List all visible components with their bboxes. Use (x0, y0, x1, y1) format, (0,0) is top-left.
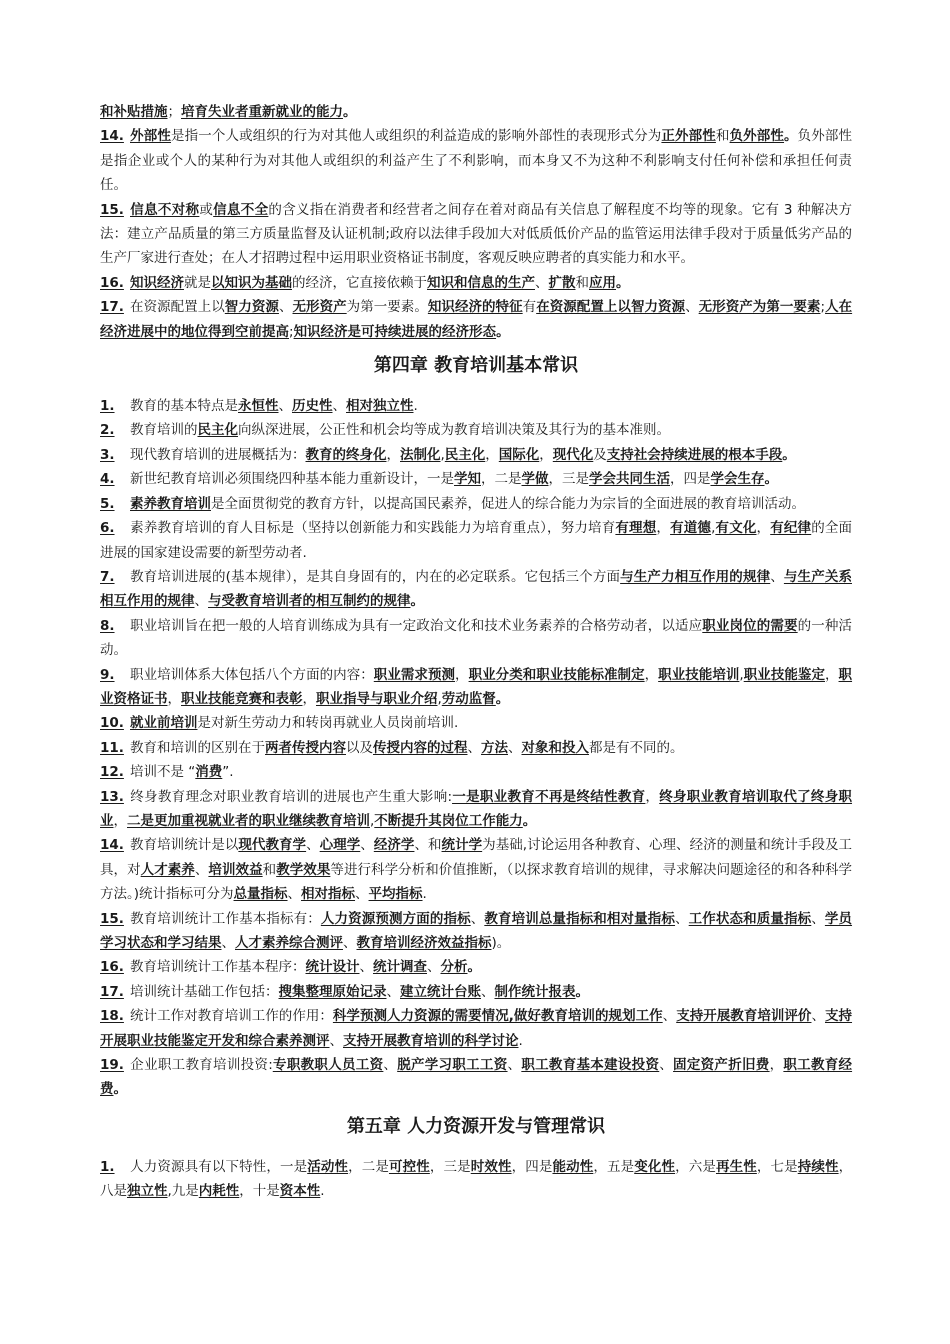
body-text: ，二是 (348, 1158, 389, 1175)
chapter-5-items (100, 1155, 852, 1204)
item-number: 17. (100, 983, 124, 1000)
body-text: 培训不是 “ (130, 764, 196, 781)
chapter-4-item (100, 711, 852, 735)
key-term: 教育培训经济效益指标 (356, 935, 492, 951)
body-text: ，二是 (481, 471, 522, 488)
body-text: 、 (383, 1057, 398, 1074)
key-term: 统计学 (441, 837, 483, 854)
key-term: 能动性 (552, 1158, 594, 1175)
item-number: 16. (100, 274, 124, 291)
key-term: 再生性 (715, 1158, 757, 1175)
body-text: 和 (715, 128, 730, 145)
key-term: 终身职业教育培训取代了终身职业 (100, 788, 853, 829)
body-text: . (518, 1032, 523, 1049)
chapter-3-item (100, 271, 852, 295)
body-text: 负外部性是指企业或个人的某种行为对其他人或组织的利益产生了不利影响，而本身又不为这种不利影响支付任何补偿和承担任何责任。 (100, 128, 853, 194)
key-term: 职业需求预测 (373, 666, 456, 683)
item-number: 8. (100, 617, 115, 634)
body-text: 新世纪教育培训必须围绕四种基本能力重新设计，一是 (130, 471, 454, 488)
body-text: 、 (685, 299, 699, 316)
key-term: 建立统计台账 (400, 983, 481, 1000)
body-text: 教育培训统计是以 (130, 837, 239, 854)
body-text: 、 (811, 1008, 825, 1025)
item-number: 1. (100, 398, 115, 415)
body-text: ，四是 (670, 471, 711, 488)
punctuation: 。 (784, 128, 798, 145)
key-term: 职业分类和职业技能标准制定 (468, 666, 645, 683)
chapter-4-item (100, 394, 852, 418)
body-text: ， (756, 520, 771, 537)
key-term: 支持开展教育培训的科学讨论 (343, 1032, 519, 1049)
key-term: 学会共同生活 (589, 471, 670, 488)
body-text: 和 (262, 861, 277, 878)
key-term: 对象和投入 (521, 739, 589, 756)
body-text: 教育和培训的区别在于 (130, 739, 265, 756)
body-text: . (413, 398, 418, 415)
key-term: 平均指标 (368, 886, 423, 903)
key-term: 以知识为基础 (211, 274, 292, 291)
key-term: 知识经济是可持续进展的经济形态 (293, 323, 497, 340)
key-term: 职业技能鉴定 (743, 666, 825, 683)
body-text: 有 (522, 299, 537, 316)
key-term: 劳动监督 (441, 690, 496, 707)
chapter-4-item (100, 1053, 852, 1102)
body-text: 是对新生劳动力和转岗再就业人员岗前培训. (197, 715, 459, 732)
body-text: 素养教育培训的育人目标是（坚持以创新能力和实践能力为培育重点），努力培育 (130, 520, 616, 537)
chapter-3-item (100, 295, 852, 344)
punctuation: 。 (113, 1081, 127, 1098)
chapter-5-title: 第五章 人力资源开发与管理常识 (346, 1115, 606, 1137)
body-text: ，四是 (511, 1158, 553, 1175)
key-term: 智力资源 (224, 299, 279, 316)
key-term: 应用 (589, 274, 616, 291)
item-number: 14. (100, 837, 124, 854)
key-term: 法制化 (400, 446, 441, 463)
key-term: 科学预测人力资源的需要情况,做好教育培训的规划工作 (332, 1008, 663, 1025)
body-text: 或 (199, 201, 214, 218)
key-term: 外部性 (130, 128, 171, 145)
key-term: 有道德 (670, 520, 712, 537)
chapter-4-item (100, 565, 852, 614)
key-term: 人才素养 (140, 861, 195, 878)
body-text: 终身教育理念对职业教育培训的进展也产生重大影响: (130, 788, 453, 805)
key-term: 有理想 (615, 520, 657, 537)
body-text: ，六是 (675, 1158, 716, 1175)
chapter-4-title: 第四章 教育培训基本常识 (373, 355, 579, 377)
body-text: ，七是 (756, 1158, 798, 1175)
body-text: ， (485, 446, 499, 463)
key-term: 支持开展教育培训评价 (676, 1008, 812, 1025)
body-text: 、 (306, 837, 320, 854)
body-text: 、 (194, 593, 208, 610)
chapter-4-item (100, 736, 852, 760)
key-term: 学知 (454, 471, 481, 488)
key-term: 和补贴措施 (100, 104, 168, 120)
body-text: ，八是 (100, 1158, 853, 1200)
key-term: 独立性 (127, 1183, 168, 1200)
key-term: 职工教育经费 (100, 1057, 853, 1098)
punctuation: 。 (343, 104, 357, 120)
continued-paragraph (100, 100, 852, 124)
key-term: 不断提升其岗位工作能力 (374, 812, 523, 829)
key-term: 负外部性 (729, 128, 785, 145)
key-term: 职工教育基本建设投资 (521, 1057, 660, 1074)
body-text: 为基础,讨论运用各种教育、心理、经济的测量和统计手段及工具，对 (100, 837, 853, 878)
body-text: 教育培训统计工作基本程序： (130, 959, 306, 976)
document-page (100, 100, 852, 1204)
item-number: 11. (100, 739, 124, 756)
key-term: 时效性 (470, 1158, 512, 1175)
body-text: 都是有不同的。 (589, 739, 684, 756)
key-term: 现代教育学 (238, 837, 307, 854)
punctuation: 。 (467, 959, 481, 976)
body-text: 、 (221, 935, 235, 951)
body-text: 、 (811, 910, 825, 927)
chapter-3-continuation (100, 100, 852, 344)
body-text: 和 (575, 274, 589, 291)
item-number: 7. (100, 568, 115, 585)
key-term: 职业技能竞赛和表彰 (181, 690, 303, 707)
body-text: 的全面进展的国家建设需要的新型劳动者. (100, 520, 853, 561)
body-text: 、 (287, 886, 302, 903)
body-text: , (440, 446, 445, 463)
chapter-4-item (100, 785, 852, 834)
key-term: 学会生存 (710, 471, 765, 488)
item-number: 18. (100, 1008, 124, 1025)
key-term: 资本性 (279, 1183, 321, 1200)
chapter-4-item (100, 955, 852, 979)
body-text: ,九是 (167, 1183, 199, 1200)
key-term: 民主化 (197, 422, 238, 439)
key-term: 教育的终身化 (305, 446, 387, 463)
chapter-4-item (100, 443, 852, 467)
body-text: ， (656, 520, 671, 537)
chapter-4-item (100, 663, 852, 712)
chapter-3-item (100, 198, 852, 271)
body-text: . (422, 886, 427, 903)
body-text: 人力资源具有以下特性，一是 (130, 1158, 308, 1175)
body-text: , (711, 520, 716, 537)
body-text: ， (825, 666, 839, 683)
body-text: 教育培训进展的(基本规律），是其自身固有的，内在的必定联系。它包括三个方面 (130, 568, 621, 585)
key-term: 教学效果 (276, 861, 331, 878)
body-text: . (320, 1183, 325, 1200)
body-text: 向纵深进展，公正性和机会均等成为教育培训决策及其行为的基本准则。 (238, 422, 670, 439)
chapter-4-item (100, 516, 852, 565)
key-term: 职业资格证书 (100, 666, 853, 707)
body-text: 、和 (414, 837, 442, 854)
key-term: 统计设计 (305, 959, 360, 976)
body-text: , (739, 666, 744, 683)
body-text: 培训统计基础工作包括： (130, 983, 279, 1000)
body-text: ， (769, 1057, 784, 1074)
body-text: ， (455, 666, 469, 683)
key-term: 教育培训总量指标和相对量指标 (484, 910, 676, 927)
item-number: 12. (100, 764, 124, 781)
key-term: 与生产力相互作用的规律 (620, 568, 771, 585)
body-text: ， (113, 812, 127, 829)
body-text: 、 (427, 959, 441, 976)
body-text: 、 (675, 910, 689, 927)
body-text: 的一种活动。 (100, 617, 853, 659)
punctuation: 。 (575, 983, 589, 1000)
body-text: ； (167, 104, 181, 120)
key-term: 搜集整理原始记录 (278, 983, 387, 1000)
punctuation: 。 (496, 323, 510, 340)
chapter-5-item (100, 1155, 852, 1204)
key-term: 信息不对称 (130, 201, 200, 218)
key-term: 心理学 (319, 837, 361, 854)
body-text: 、 (329, 1032, 343, 1049)
key-term: 职业技能培训 (658, 666, 740, 683)
item-number: 2. (100, 422, 115, 439)
item-number: 4. (100, 471, 115, 488)
body-text: 企业职工教育培训投资: (130, 1057, 273, 1074)
item-number: 1. (100, 1158, 115, 1175)
key-term: 知识经济的特征 (427, 299, 523, 316)
item-number: 9. (100, 666, 115, 683)
punctuation: 。 (782, 446, 796, 463)
item-number: 15. (100, 201, 124, 218)
body-text: 教育培训的 (130, 422, 198, 439)
key-term: 与受教育培训者的相互制约的规律 (208, 593, 411, 610)
key-term: 培训效益 (208, 861, 263, 878)
body-text: 职业培训体系大体包括八个方面的内容： (130, 666, 374, 683)
body-text: 是指一个人或组织的行为对其他人或组织的利益造成的影响外部性的表现形式分为 (171, 128, 662, 145)
body-text: ，三是 (548, 471, 589, 488)
chapter-4-item (100, 980, 852, 1004)
item-number: 14. (100, 128, 124, 145)
chapter-4-item (100, 907, 852, 956)
key-term: 消费 (195, 764, 223, 781)
key-term: 有文化 (715, 520, 757, 537)
key-term: 传授内容的过程 (373, 739, 468, 756)
chapter-4-item (100, 833, 852, 906)
body-text: 的含义指在消费者和经营者之间存在着对商品有关信息了解程度不均等的现象。它有 3 种解决方法：建立产品质量的第三方质量监督及认证机制;政府以法律手段加大对低质低价产品的监管运用法律手段对于质量低劣产品的生产厂家进行查处；在人才招聘过程中运用职业资格证书制度，客观反映应聘者的真实能力和水平。 (100, 201, 853, 267)
key-term: 可控性 (388, 1158, 430, 1175)
body-text: 、 (360, 837, 374, 854)
punctuation: 。 (764, 471, 778, 488)
key-term: 内耗性 (198, 1183, 240, 1200)
key-term: 支持社会持续进展的根本手段 (606, 446, 783, 463)
key-term: 一是职业教育不再是终结性教育 (452, 788, 646, 805)
item-number: 5. (100, 495, 115, 512)
key-term: 分析 (440, 959, 468, 976)
key-term: 历史性 (292, 398, 333, 415)
key-term: 二是更加重视就业者的职业继续教育培训 (127, 812, 370, 829)
chapter-4-items (100, 394, 852, 1102)
body-text: 以及 (346, 739, 373, 756)
body-text: 、 (332, 398, 346, 415)
key-term: 与生产关系相互作用的规律 (100, 568, 852, 610)
body-text: 的经济，它直接依赖于 (292, 274, 427, 291)
key-term: 学员学习状态和学习结果 (100, 910, 853, 951)
body-text: 等进行科学分析和价值推断，（以探求教育培训的规律，寻求解决问题途径的和各种科学方法。)统计指标可分为 (100, 861, 853, 903)
body-text: ， (539, 446, 553, 463)
key-term: 支持开展职业技能鉴定开发和综合素养测评 (100, 1008, 853, 1049)
key-term: 培育失业者重新就业的能力 (181, 104, 343, 120)
key-term: 专职教职人员工资 (272, 1057, 384, 1074)
key-term: 相对独立性 (346, 398, 414, 415)
chapter-4-item (100, 1004, 852, 1053)
body-text: ，三是 (429, 1158, 471, 1175)
body-text: 、 (355, 886, 369, 903)
key-term: 脱产学习职工工资 (397, 1057, 508, 1074)
key-term: 在资源配置上以智力资源 (536, 299, 686, 316)
key-term: 有纪律 (770, 520, 812, 537)
key-term: 民主化 (444, 446, 486, 463)
key-term: 人才素养综合测评 (235, 935, 343, 951)
body-text: 现代教育培训的进展概括为： (130, 446, 306, 463)
item-number: 6. (100, 520, 115, 537)
body-text: 为第一要素。 (346, 299, 428, 316)
key-term: 知识和信息的生产 (427, 274, 535, 291)
item-number: 19. (100, 1057, 124, 1074)
chapter-4-item (100, 760, 852, 784)
body-text: 、 (770, 568, 784, 585)
body-text: ， (167, 690, 181, 707)
key-term: 活动性 (307, 1158, 349, 1175)
key-term: 职业岗位的需要 (702, 617, 798, 634)
key-term: 总量指标 (233, 886, 288, 903)
item-number: 3. (100, 446, 115, 463)
body-text: 教育培训统计工作基本指标有： (130, 910, 321, 927)
body-text: 、 (508, 739, 522, 756)
body-text: ， (645, 788, 660, 805)
body-text: 、 (662, 1008, 677, 1025)
body-text: ”. (222, 764, 234, 781)
body-text: , (437, 690, 442, 707)
item-number: 15. (100, 910, 124, 927)
key-term: 国际化 (498, 446, 540, 463)
key-term: 扩散 (548, 274, 576, 291)
body-text: ，十是 (239, 1183, 280, 1200)
key-term: 经济学 (373, 837, 415, 854)
body-text: 在资源配置上以 (130, 299, 225, 316)
body-text: 就是 (184, 274, 211, 291)
body-text: )。 (491, 935, 511, 951)
key-term: 信息不全 (213, 201, 269, 218)
body-text: 、 (343, 935, 357, 951)
item-number: 10. (100, 715, 124, 732)
body-text: ; (289, 323, 294, 340)
chapter-3-item (100, 124, 852, 197)
body-text: ， (644, 666, 659, 683)
key-term: 学做 (521, 471, 549, 488)
punctuation: 。 (522, 812, 537, 829)
body-text: 、 (470, 910, 485, 927)
body-text: 、 (467, 739, 481, 756)
key-term: 素养教育培训 (130, 495, 211, 512)
key-term: 现代化 (552, 446, 594, 463)
body-text: 、 (507, 1057, 522, 1074)
key-term: 人在经济进展中的地位得到空前提高 (100, 299, 853, 340)
key-term: 制作统计报表 (494, 983, 576, 1000)
chapter-4-item (100, 467, 852, 491)
chapter-4-item (100, 418, 852, 442)
body-text: 、 (386, 983, 400, 1000)
body-text: 职业培训旨在把一般的人培育训练成为具有一定政治文化和技术业务素养的合格劳动者，以适应 (130, 617, 703, 634)
chapter-4-item (100, 492, 852, 516)
body-text: 及 (593, 446, 607, 463)
body-text: 、 (194, 861, 209, 878)
key-term: 变化性 (634, 1158, 676, 1175)
body-text: 、 (278, 299, 293, 316)
item-number: 17. (100, 299, 124, 316)
body-text: ， (386, 446, 400, 463)
body-text: 、 (481, 983, 495, 1000)
key-term: 职业指导与职业介绍 (316, 690, 438, 707)
punctuation: 。 (616, 274, 630, 291)
key-term: 就业前培训 (130, 715, 198, 732)
body-text: 统计工作对教育培训工作的作用： (130, 1008, 333, 1025)
key-term: 正外部性 (661, 128, 716, 145)
punctuation: 。 (495, 690, 510, 707)
chapter-4-item (100, 614, 852, 663)
body-text: ; (820, 299, 826, 316)
body-text: 、 (535, 274, 549, 291)
body-text: , (370, 812, 375, 829)
key-term: 无形资产 (292, 299, 347, 316)
key-term: 永恒性 (238, 398, 279, 415)
key-term: 工作状态和质量指标 (688, 910, 812, 927)
body-text: 、 (278, 398, 292, 415)
key-term: 方法 (481, 739, 508, 756)
key-term: 两者传授内容 (265, 739, 346, 756)
item-number: 13. (100, 788, 124, 805)
key-term: 无形资产为第一要素 (698, 299, 821, 316)
item-number: 16. (100, 959, 124, 976)
body-text: 、 (359, 959, 373, 976)
body-text: ，五是 (593, 1158, 635, 1175)
key-term: 持续性 (797, 1158, 839, 1175)
key-term: 相对指标 (301, 886, 356, 903)
body-text: 教育的基本特点是 (130, 398, 238, 415)
key-term: 人力资源预测方面的指标 (320, 910, 471, 927)
key-term: 统计调查 (373, 959, 427, 976)
body-text: 、 (659, 1057, 674, 1074)
body-text: ， (302, 690, 316, 707)
key-term: 知识经济 (130, 274, 184, 291)
key-term: 固定资产折旧费 (673, 1057, 770, 1074)
body-text: 是全面贯彻党的教育方针，以提高国民素养，促进人的综合能力为宗旨的全面进展的教育培训活动。 (211, 495, 805, 512)
punctuation: 。 (410, 593, 424, 610)
